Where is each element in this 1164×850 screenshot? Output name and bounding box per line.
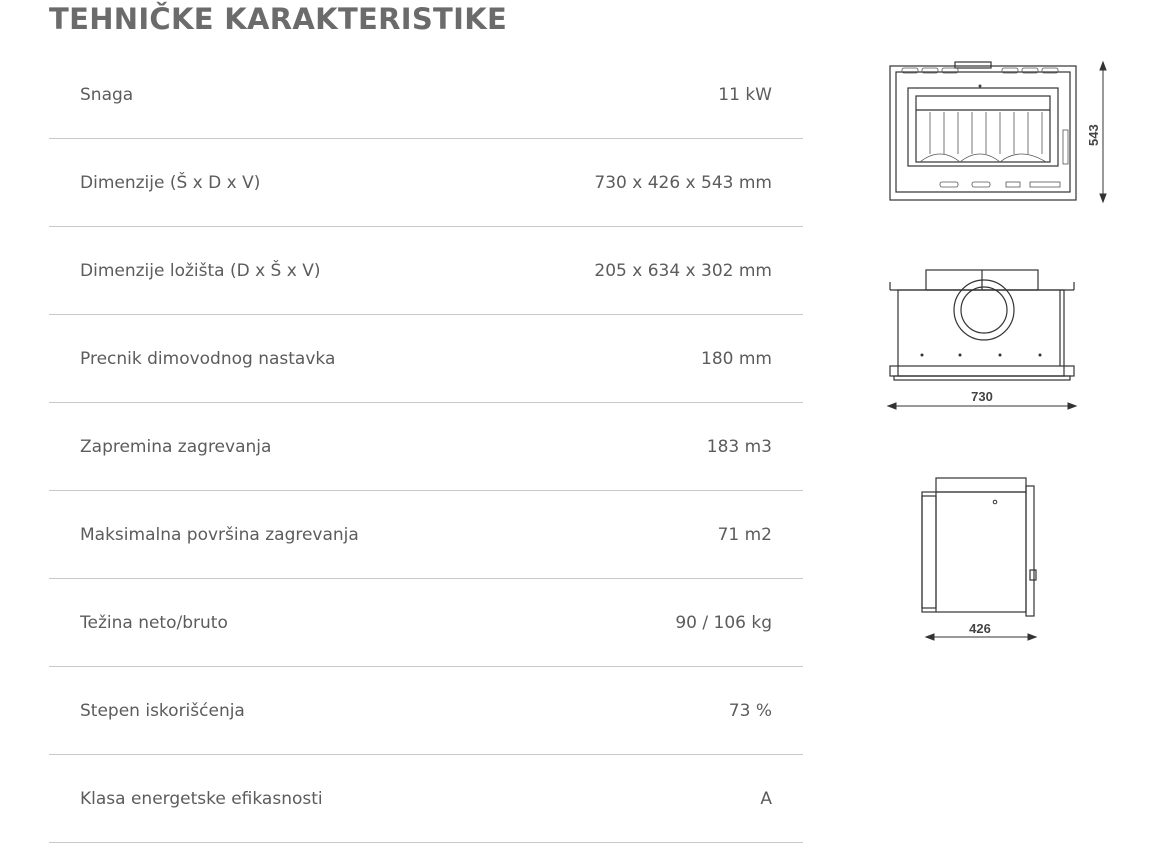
technical-drawings: [860, 50, 1140, 650]
top-width-label: 730: [971, 389, 993, 404]
side-view-drawing: [860, 470, 1140, 640]
spec-value: 71 m2: [717, 524, 772, 545]
spec-value: 90 / 106 kg: [675, 612, 772, 633]
spec-label: Precnik dimovodnog nastavka: [80, 348, 336, 369]
spec-label: Dimenzije ložišta (D x Š x V): [80, 260, 321, 281]
spec-row-heating-area: [49, 491, 803, 579]
spec-row-power: [49, 51, 803, 139]
spec-value: 11 kW: [718, 84, 772, 105]
spec-value: 73 %: [728, 700, 772, 721]
spec-value: A: [760, 788, 772, 809]
spec-label: Zapremina zagrevanja: [80, 436, 272, 457]
spec-row-heating-volume: [49, 403, 803, 491]
front-height-label: 543: [1086, 124, 1101, 146]
spec-value: 180 mm: [701, 348, 772, 369]
spec-label: Klasa energetske efikasnosti: [80, 788, 323, 809]
spec-row-efficiency: [49, 667, 803, 755]
front-view-drawing: [860, 50, 1140, 210]
spec-row-dimensions: [49, 139, 803, 227]
spec-row-energy-class: [49, 755, 803, 843]
spec-label: Stepen iskorišćenja: [80, 700, 245, 721]
spec-value: 205 x 634 x 302 mm: [594, 260, 772, 281]
spec-row-firebox-dimensions: [49, 227, 803, 315]
spec-label: Dimenzije (Š x D x V): [80, 172, 261, 193]
spec-label: Težina neto/bruto: [80, 612, 228, 633]
spec-row-flue-diameter: [49, 315, 803, 403]
page-title: TEHNIČKE KARAKTERISTIKE: [49, 2, 508, 36]
spec-table: [49, 51, 803, 843]
spec-label: Maksimalna površina zagrevanja: [80, 524, 359, 545]
spec-value: 183 m3: [706, 436, 772, 457]
spec-value: 730 x 426 x 543 mm: [594, 172, 772, 193]
side-depth-label: 426: [969, 621, 991, 636]
top-view-drawing: [860, 260, 1140, 420]
spec-label: Snaga: [80, 84, 134, 105]
spec-row-weight: [49, 579, 803, 667]
